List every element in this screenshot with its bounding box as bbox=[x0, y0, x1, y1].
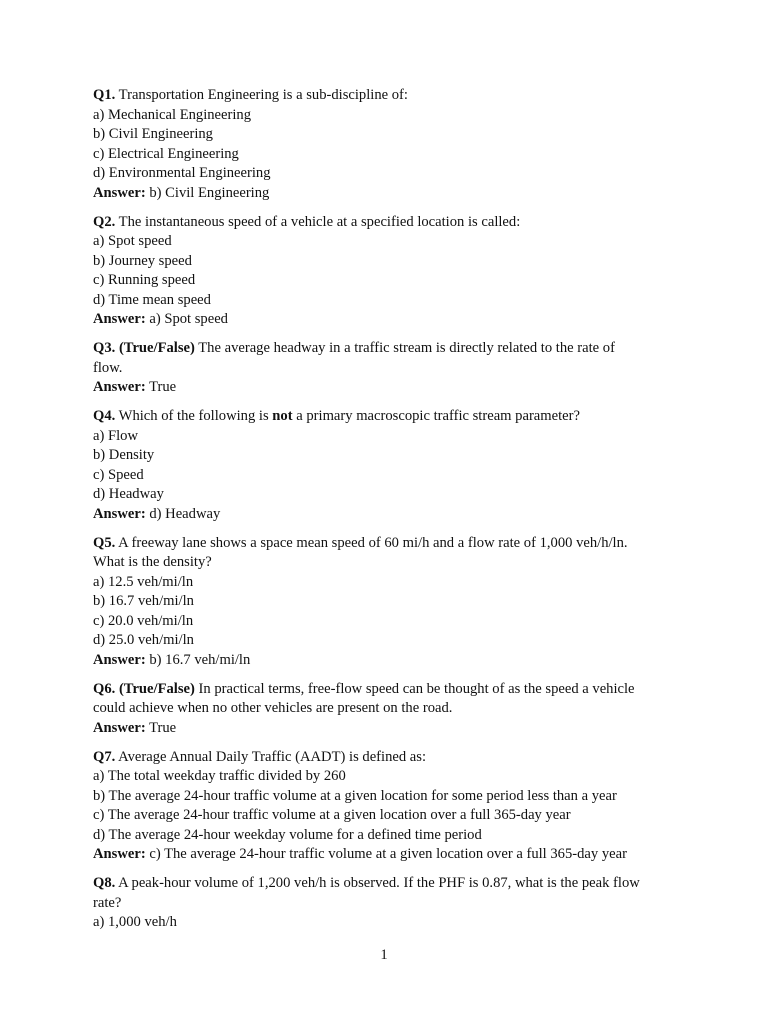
question-text-end: a primary macroscopic traffic stream parameter? bbox=[292, 408, 580, 424]
question-7 bbox=[93, 748, 693, 865]
question-stem bbox=[93, 407, 693, 427]
answer-option: d) The average 24-hour weekday volume for a defined time period bbox=[93, 826, 482, 843]
answer-text: a) Spot speed bbox=[145, 311, 228, 327]
answer-option: b) Civil Engineering bbox=[93, 126, 213, 142]
question-text-continued: rate? bbox=[93, 894, 122, 911]
answer-line bbox=[93, 378, 693, 398]
answer-option: c) 20.0 veh/mi/ln bbox=[93, 612, 194, 629]
question-number: Q5. bbox=[93, 534, 116, 551]
answer-label: Answer: bbox=[93, 184, 146, 201]
question-text: Transportation Engineering is a sub-discipline of: bbox=[115, 87, 408, 103]
answer-option: d) Environmental Engineering bbox=[93, 165, 271, 181]
question-number: Q7. bbox=[93, 748, 116, 765]
question-number: Q3. bbox=[93, 340, 116, 356]
answer-label: Answer: bbox=[93, 311, 146, 327]
question-text-continued: What is the density? bbox=[93, 554, 212, 570]
question-5 bbox=[93, 534, 693, 671]
answer-option: c) Speed bbox=[93, 466, 144, 483]
question-text-continued: flow. bbox=[93, 359, 123, 376]
question-text: Average Annual Daily Traffic (AADT) is defined as: bbox=[115, 748, 427, 765]
document-body bbox=[93, 86, 693, 942]
answer-text: True bbox=[145, 719, 177, 736]
question-6 bbox=[93, 680, 693, 739]
answer-option: a) The total weekday traffic divided by 260 bbox=[93, 768, 346, 784]
question-stem bbox=[93, 213, 693, 233]
answer-option: b) Journey speed bbox=[93, 252, 192, 269]
question-text: A freeway lane shows a space mean speed of 60 mi/h and a flow rate of 1,000 veh/h/ln. bbox=[115, 534, 628, 551]
question-text: The instantaneous speed of a vehicle at a specified location is called: bbox=[115, 213, 521, 230]
page-number: 1 bbox=[380, 947, 388, 963]
answer-option: a) Flow bbox=[93, 427, 138, 444]
question-stem bbox=[93, 680, 693, 700]
answer-option: a) Spot speed bbox=[93, 233, 172, 249]
answer-option: b) 16.7 veh/mi/ln bbox=[93, 593, 194, 609]
answer-text: b) 16.7 veh/mi/ln bbox=[145, 651, 251, 668]
answer-label: Answer: bbox=[93, 505, 146, 522]
question-type-tag: (True/False) bbox=[115, 680, 195, 697]
question-number: Q1. bbox=[93, 87, 116, 103]
question-text: The average headway in a traffic stream is directly related to the rate of bbox=[194, 340, 615, 356]
answer-text: b) Civil Engineering bbox=[145, 184, 270, 201]
question-type-tag: (True/False) bbox=[115, 340, 195, 356]
answer-option: a) Mechanical Engineering bbox=[93, 106, 252, 123]
answer-text: c) The average 24-hour traffic volume at a given location over a full 365-day year bbox=[145, 846, 627, 862]
question-4 bbox=[93, 407, 693, 524]
answer-text: d) Headway bbox=[145, 505, 221, 522]
answer-option: d) Time mean speed bbox=[93, 291, 211, 308]
emphasis-text: not bbox=[272, 408, 293, 424]
answer-option: b) The average 24-hour traffic volume at a given location for some period less than a year bbox=[93, 787, 617, 804]
answer-option: c) Running speed bbox=[93, 272, 196, 288]
answer-line bbox=[93, 719, 693, 739]
question-number: Q6. bbox=[93, 680, 116, 697]
question-text-continued: could achieve when no other vehicles are present on the road. bbox=[93, 700, 453, 716]
answer-option: c) Electrical Engineering bbox=[93, 145, 239, 162]
question-stem bbox=[93, 86, 693, 106]
question-stem bbox=[93, 534, 693, 554]
question-text: A peak-hour volume of 1,200 veh/h is observed. If the PHF is 0.87, what is the peak flow bbox=[115, 875, 640, 891]
answer-line bbox=[93, 310, 693, 330]
answer-label: Answer: bbox=[93, 719, 146, 736]
answer-option: c) The average 24-hour traffic volume at a given location over a full 365-day year bbox=[93, 807, 571, 823]
question-1 bbox=[93, 86, 693, 203]
question-3 bbox=[93, 339, 693, 398]
question-number: Q4. bbox=[93, 408, 116, 424]
answer-line bbox=[93, 845, 693, 865]
answer-label: Answer: bbox=[93, 379, 146, 395]
answer-option: a) 12.5 veh/mi/ln bbox=[93, 573, 194, 590]
question-8 bbox=[93, 874, 693, 933]
question-text: Which of the following is bbox=[115, 408, 273, 424]
answer-line bbox=[93, 505, 693, 525]
question-stem bbox=[93, 748, 693, 768]
answer-label: Answer: bbox=[93, 846, 146, 862]
answer-option: b) Density bbox=[93, 447, 155, 463]
question-2 bbox=[93, 213, 693, 330]
question-stem bbox=[93, 339, 693, 359]
answer-line bbox=[93, 184, 693, 204]
question-number: Q8. bbox=[93, 875, 116, 891]
question-number: Q2. bbox=[93, 213, 116, 230]
question-stem bbox=[93, 874, 693, 894]
answer-text: True bbox=[145, 379, 177, 395]
answer-option: a) 1,000 veh/h bbox=[93, 914, 177, 930]
answer-option: d) 25.0 veh/mi/ln bbox=[93, 632, 194, 648]
answer-label: Answer: bbox=[93, 651, 146, 668]
question-text: In practical terms, free-flow speed can be thought of as the speed a vehicle bbox=[194, 680, 635, 697]
answer-option: d) Headway bbox=[93, 486, 164, 502]
answer-line bbox=[93, 651, 693, 671]
